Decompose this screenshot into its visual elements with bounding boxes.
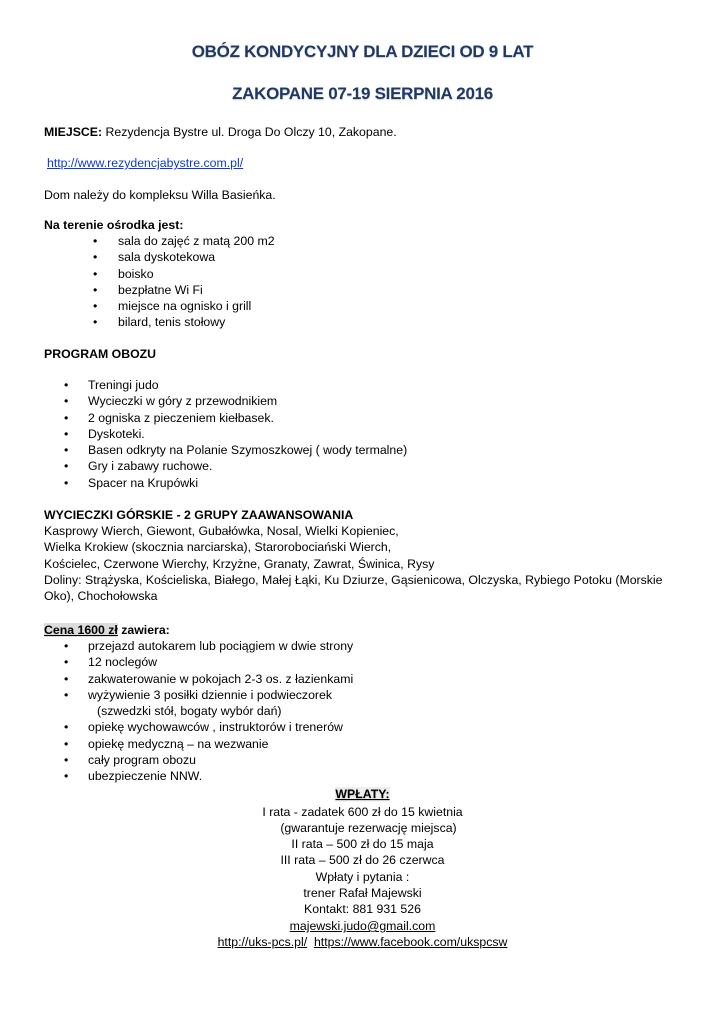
bullet-icon: •: [64, 443, 69, 458]
bullet-icon: •: [64, 410, 69, 425]
payments-heading: WPŁATY:: [335, 787, 390, 801]
trips-line: Kasprowy Wierch, Giewont, Gubałówka, Nosal, Wielki Kopieniec,: [44, 524, 399, 538]
payments-line: I rata - zadatek 600 zł do 15 kwietnia: [262, 805, 463, 819]
bullet-icon: •: [64, 753, 69, 768]
bullet-icon: •: [64, 671, 69, 686]
trips-line: Oko), Chochołowska: [44, 589, 158, 603]
contact-line: Kontakt: 881 931 526: [304, 902, 421, 916]
facilities-heading: Na terenie ośrodka jest:: [44, 218, 184, 232]
price-label: Cena 1600 zł: [44, 623, 118, 637]
place-text: Rezydencja Bystre ul. Droga Do Olczy 10, Zakopane.: [102, 125, 397, 139]
trips-heading: WYCIECZKI GÓRSKIE - 2 GRUPY ZAAWANSOWANIA: [44, 508, 354, 522]
bullet-icon: •: [93, 282, 98, 297]
bullet-icon: •: [93, 299, 98, 314]
payments-line: III rata – 500 zł do 26 czerwca: [280, 853, 445, 867]
document-subtitle: ZAKOPANE 07-19 SIERPNIA 2016: [232, 84, 493, 103]
trips-line: Doliny: Strążyska, Kościeliska, Białego, Małej Łąki, Ku Dziurze, Gąsienicowa, Olczyska, Rybiego Potoku (Morskie: [44, 573, 663, 587]
bullet-icon: •: [64, 639, 69, 653]
place-line: [44, 124, 397, 140]
document-title: OBÓZ KONDYCYJNY DLA DZIECI OD 9 LAT: [191, 42, 534, 61]
place-label: MIEJSCE:: [44, 125, 103, 139]
email-link[interactable]: majewski.judo@gmail.com: [289, 919, 436, 933]
bullet-icon: •: [64, 769, 69, 784]
bullet-icon: •: [93, 234, 98, 248]
bullet-icon: •: [64, 378, 69, 392]
document-page: OBÓZ KONDYCYJNY DLA DZIECI OD 9 LAT ZAKOPANE 07-19 SIERPNIA 2016 MIEJSCE: Rezydencja Bystre ul. Droga Do Olczy 10, Zakopane. http://www.rezydencjabystre.com.pl/ Dom należy do kompleksu Willa Basieńka. Na terenie ośrodka jest: • sala do zajęć z matą 200 m2 • sala dyskotekowa • boisko • bezpłatne Wi Fi • miejsce na ognisko i grill • bilard, tenis stołowy PROGRAM OBOZU • Treningi judo • Wycieczki w góry z przewodnikiem • 2 ogniska z pieczeniem kiełbasek. • Dyskoteki. • Basen odkryty na Polanie Szymoszkowej ( wody termalne) • Gry i zabawy ruchowe. • Spacer na Krupówki WYCIECZKI GÓRSKIE - 2 GRUPY ZAAWANSOWANIA Kasprowy Wierch, Giewont, Gubałówka, Nosal, Wielki Kopieniec, Wielka Krokiew (skocznia narciarska), Starorobociański Wierch, Kościelec, Czerwone Wierchy, Krzyżne, Granaty, Zawrat, Świnica, Rysy Doliny: Strążyska, Kościeliska, Białego, Małej Łąki, Ku Dziurze, Gąsienicowa, Olczyska, Rybiego Potoku (Morskie Oko), Chochołowska Cena 1600 zł zawiera: • przejazd autokarem lub pociągiem w dwie strony • 12 noclegów • zakwaterowanie w pokojach 2-3 os. z łazienkami • wyżywienie 3 posiłki dziennie i podwieczorek (szwedzki stół, bogaty wybór dań) • opiekę wychowawców , instruktorów i trenerów • opiekę medyczną – na wezwanie • cały program obozu • ubezpieczenie NNW. WPŁATY: I rata - zadatek 600 zł do 15 kwietnia (gwarantuje rezerwację miejsca) II rata – 500 zł do 15 maja III rata – 500 zł do 26 czerwca Wpłaty i pytania : trener Rafał Majewski Kontakt: 881 931 526 majewski.judo@gmail.com http://uks-pcs.pl/ https://www.facebook.com/ukspcsw: [0, 0, 725, 1024]
facebook-link[interactable]: https://www.facebook.com/ukspcsw: [313, 935, 508, 949]
program-heading: PROGRAM OBOZU: [44, 347, 157, 361]
links-line: [0, 934, 725, 950]
bullet-icon: •: [64, 736, 69, 751]
uks-link[interactable]: http://uks-pcs.pl/: [217, 935, 308, 949]
bullet-icon: •: [64, 426, 69, 441]
trips-line: Wielka Krokiew (skocznia narciarska), Starorobociański Wierch,: [44, 540, 392, 554]
house-note: Dom należy do kompleksu Willa Basieńka.: [44, 188, 276, 202]
website-line: [47, 155, 243, 171]
bullet-icon: •: [93, 315, 98, 330]
bullet-icon: •: [64, 459, 69, 474]
trips-line: Kościelec, Czerwone Wierchy, Krzyżne, Granaty, Zawrat, Świnica, Rysy: [44, 557, 435, 571]
website-link[interactable]: http://www.rezydencjabystre.com.pl/: [47, 156, 244, 170]
bullet-icon: •: [64, 394, 69, 409]
bullet-icon: •: [93, 266, 98, 281]
price-suffix: zawiera:: [117, 623, 170, 637]
payments-line: trener Rafał Majewski: [303, 886, 422, 900]
bullet-icon: •: [64, 655, 69, 670]
email-line: [0, 918, 725, 934]
payments-line: Wpłaty i pytania :: [315, 870, 410, 884]
payments-line: II rata – 500 zł do 15 maja: [291, 837, 434, 851]
payments-line: (gwarantuje rezerwację miejsca): [280, 821, 457, 835]
bullet-icon: •: [64, 475, 69, 490]
bullet-icon: •: [93, 250, 98, 265]
bullet-icon: •: [64, 720, 69, 735]
payments-heading-line: [0, 786, 725, 802]
price-line: [44, 622, 170, 638]
bullet-icon: •: [64, 687, 69, 702]
